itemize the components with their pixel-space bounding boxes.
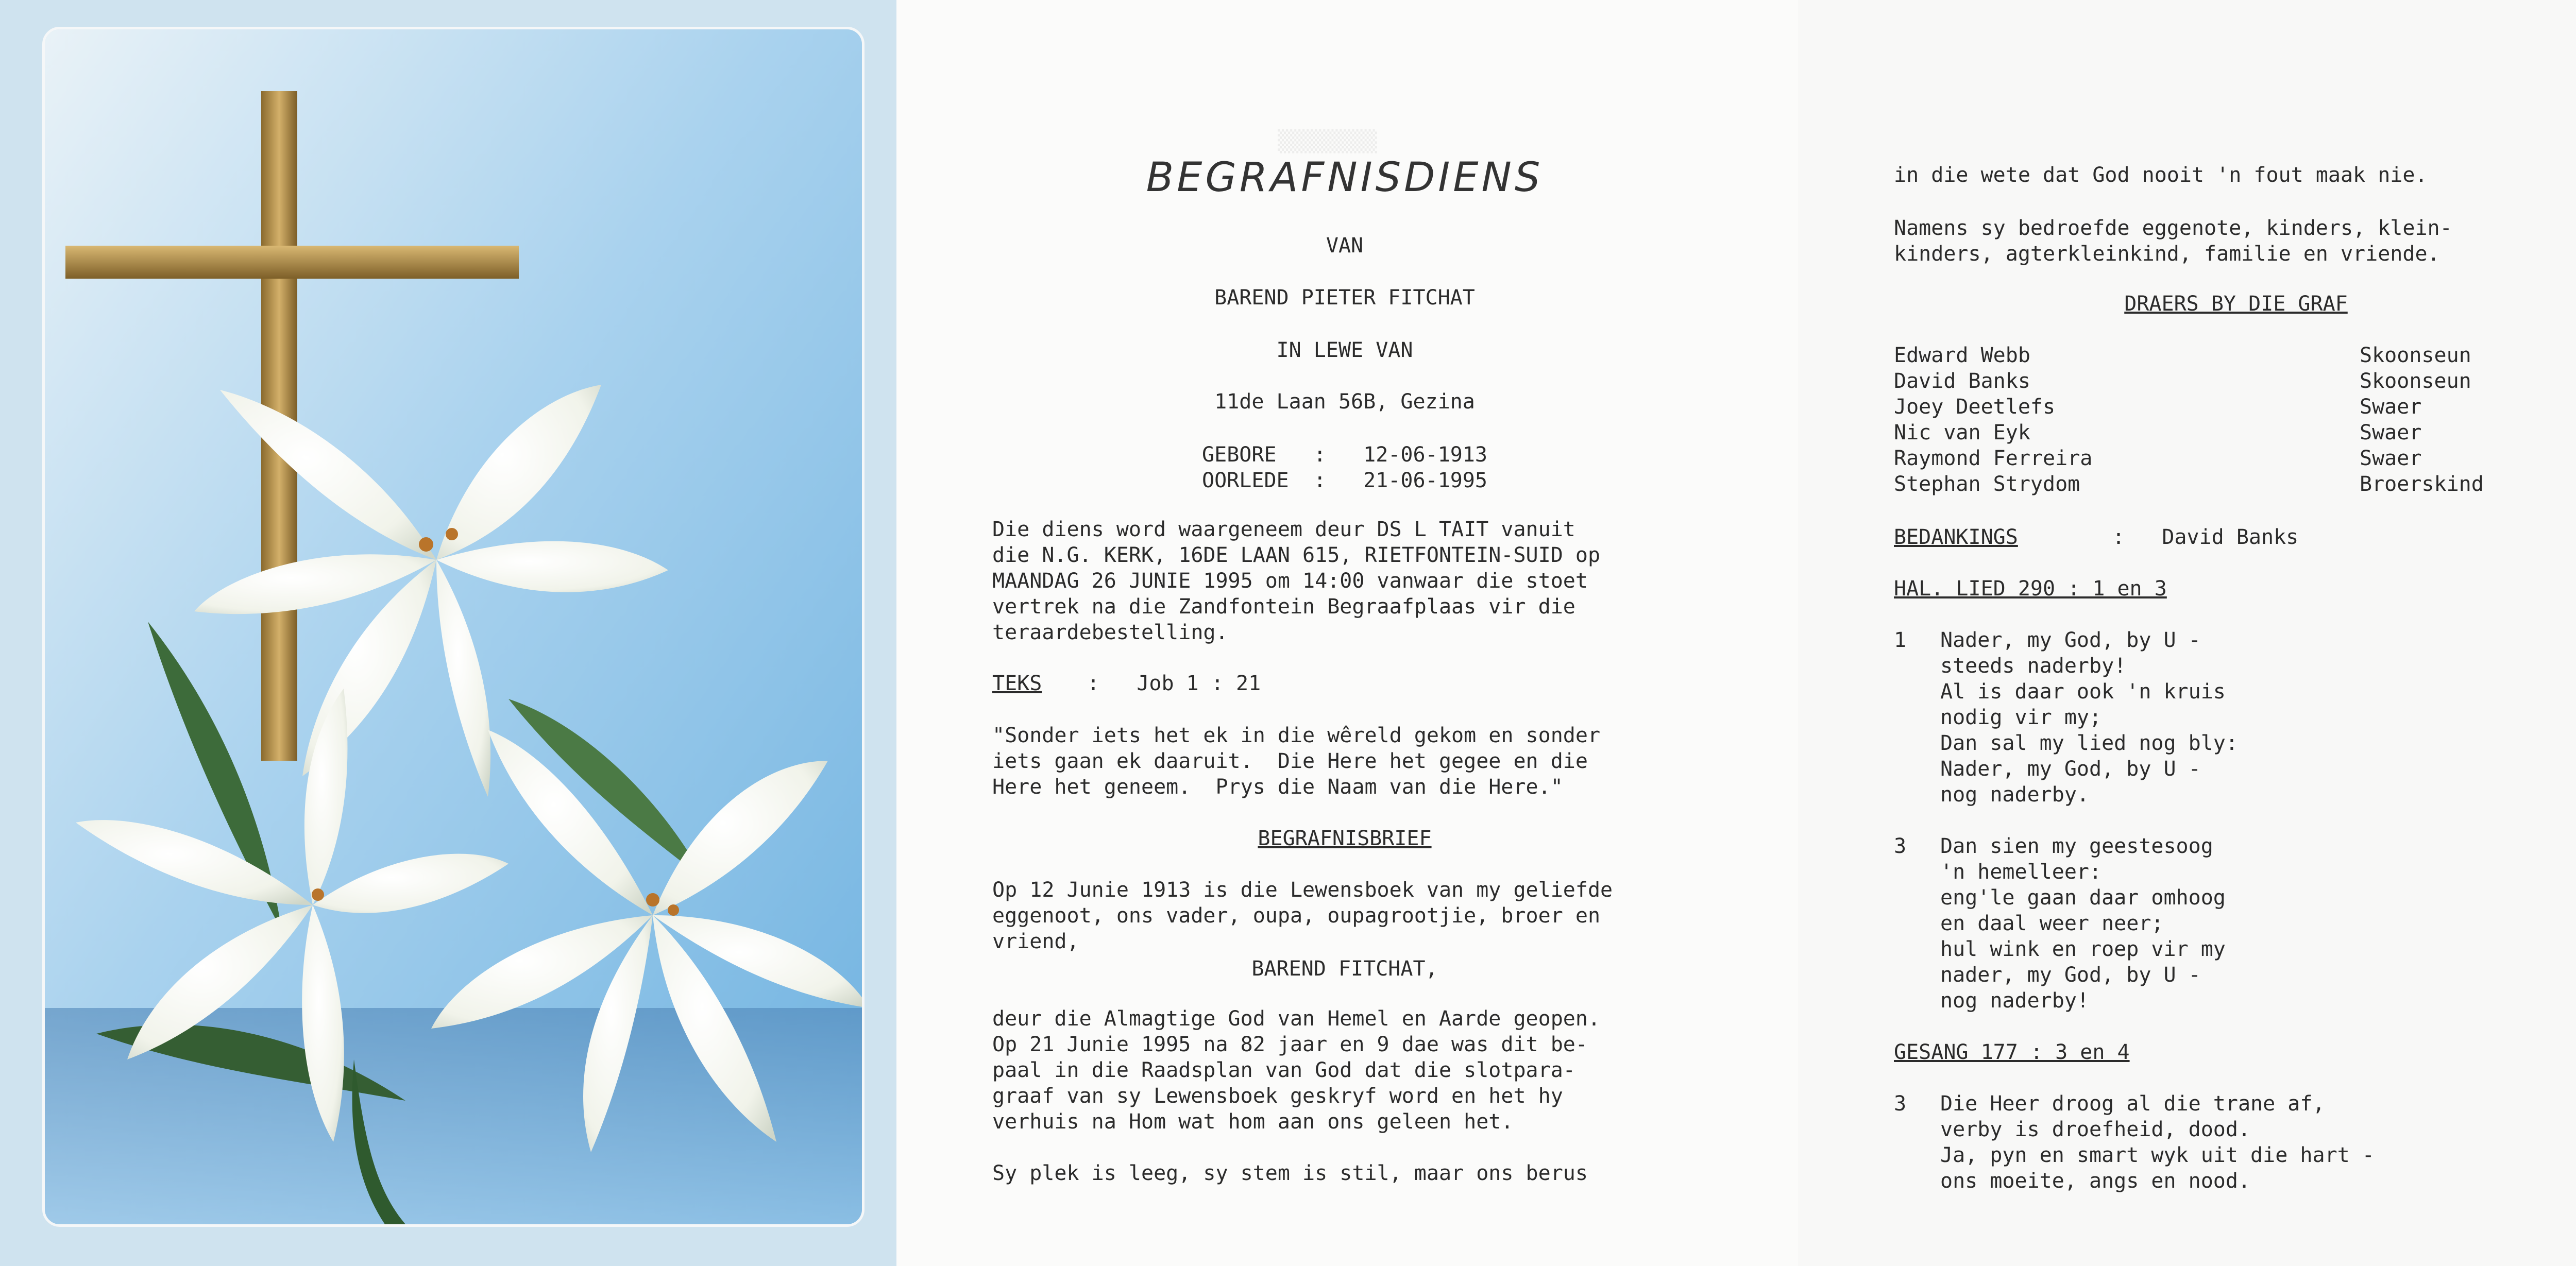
verse-line: hul wink en roep vir my — [1940, 937, 2226, 961]
verse-line: verby is droefheid, dood. — [1940, 1118, 2251, 1141]
deceased-name: BAREND PIETER FITCHAT — [1214, 286, 1475, 310]
verse-line: nog naderby. — [1940, 783, 2089, 807]
birth-date: GEBORE : 12-06-1913 — [1202, 443, 1487, 467]
bearer-name: Edward Webb — [1894, 344, 2030, 367]
draers-heading: DRAERS BY DIE GRAF — [2124, 292, 2348, 316]
brief-line: Op 12 Junie 1913 is die Lewensboek van my geliefde — [992, 878, 1613, 902]
bearer-name: David Banks — [1894, 369, 2030, 393]
verse-line: nodig vir my; — [1940, 706, 2102, 729]
teks-value: : Job 1 : 21 — [1087, 672, 1261, 695]
brief-line: vriend, — [992, 930, 1079, 953]
bearer-relation: Skoonseun — [2360, 369, 2471, 393]
death-date: OORLEDE : 21-06-1995 — [1202, 469, 1487, 492]
brief-line: Sy plek is leeg, sy stem is stil, maar ons berus — [992, 1161, 1588, 1185]
brief-heading: BEGRAFNISBRIEF — [1258, 827, 1432, 850]
hymn-heading: HAL. LIED 290 : 1 en 3 — [1894, 577, 2167, 601]
bearers-panel — [1798, 0, 2576, 1266]
verse-number: 1 — [1894, 628, 1907, 652]
bedankings-value: : David Banks — [2112, 525, 2299, 549]
bearer-relation: Skoonseun — [2360, 344, 2471, 367]
brief-line: Op 21 Junie 1995 na 82 jaar en 9 dae was dit be- — [992, 1033, 1588, 1056]
bearer-name: Raymond Ferreira — [1894, 447, 2093, 470]
service-line: vertrek na die Zandfontein Begraafplaas vir die — [992, 595, 1575, 619]
bearer-name: Joey Deetlefs — [1894, 395, 2056, 419]
namens-line: Namens sy bedroefde eggenote, kinders, klein- — [1894, 216, 2452, 240]
bedankings-label: BEDANKINGS — [1894, 525, 2018, 549]
namens-line: kinders, agterkleinkind, familie en vriende. — [1894, 242, 2440, 266]
verse-line: Al is daar ook 'n kruis — [1940, 680, 2226, 704]
address: 11de Laan 56B, Gezina — [1214, 390, 1475, 414]
bearer-relation: Swaer — [2360, 421, 2422, 444]
verse-line: Dan sien my geestesoog — [1940, 834, 2213, 858]
bearer-name: Nic van Eyk — [1894, 421, 2030, 444]
verse-line: eng'le gaan daar omhoog — [1940, 886, 2226, 910]
brief-name: BAREND FITCHAT, — [1251, 957, 1438, 981]
verse-line: en daal weer neer; — [1940, 912, 2164, 935]
brief-line: paal in die Raadsplan van God dat die slotpara- — [992, 1058, 1575, 1082]
verse-line: steeds naderby! — [1940, 654, 2127, 678]
verse-line: 'n hemelleer: — [1940, 860, 2102, 884]
bearer-name: Stephan Strydom — [1894, 472, 2080, 496]
van-label: VAN — [1326, 234, 1364, 258]
service-line: teraardebestelling. — [992, 621, 1228, 644]
verse-line: Die Heer droog al die trane af, — [1940, 1092, 2325, 1116]
verse-number: 3 — [1894, 834, 1907, 858]
verse-line: nader, my God, by U - — [1940, 963, 2201, 987]
brief-line: graaf van sy Lewensboek geskryf word en het hy — [992, 1084, 1563, 1108]
bearer-relation: Swaer — [2360, 447, 2422, 470]
quote-line: "Sonder iets het ek in die wêreld gekom en sonder — [992, 724, 1601, 747]
verse-line: Nader, my God, by U - — [1940, 628, 2201, 652]
page-title: BEGRAFNISDIENS — [1146, 155, 1544, 201]
verse-line: Nader, my God, by U - — [1940, 757, 2201, 781]
brief-line: eggenoot, ons vader, oupa, oupagrootjie, broer en — [992, 904, 1601, 928]
bearer-relation: Broerskind — [2360, 472, 2484, 496]
continued-line: in die wete dat God nooit 'n fout maak nie. — [1894, 163, 2428, 187]
service-line: die N.G. KERK, 16DE LAAN 615, RIETFONTEIN-SUID op — [992, 543, 1601, 567]
cover-photo — [42, 27, 865, 1227]
hymn-heading: GESANG 177 : 3 en 4 — [1894, 1040, 2130, 1064]
verse-line: nog naderby! — [1940, 989, 2089, 1013]
cross-and-lilies-image — [45, 29, 862, 1224]
quote-line: iets gaan ek daaruit. Die Here het gegee en die — [992, 749, 1588, 773]
verse-line: Dan sal my lied nog bly: — [1940, 731, 2238, 755]
in-lewe-van-label: IN LEWE VAN — [1276, 338, 1413, 362]
service-panel — [896, 0, 1798, 1266]
brief-line: deur die Almagtige God van Hemel en Aarde geopen. — [992, 1007, 1601, 1031]
bearer-relation: Swaer — [2360, 395, 2422, 419]
bleed-through-text: ▒▒▒▒▒▒▒▒ — [1278, 130, 1377, 153]
service-line: MAANDAG 26 JUNIE 1995 om 14:00 vanwaar die stoet — [992, 569, 1588, 593]
service-line: Die diens word waargeneem deur DS L TAIT vanuit — [992, 518, 1575, 541]
verse-line: Ja, pyn en smart wyk uit die hart - — [1940, 1143, 2375, 1167]
quote-line: Here het geneem. Prys die Naam van die Here." — [992, 775, 1563, 799]
teks-label: TEKS — [992, 672, 1042, 695]
brief-line: verhuis na Hom wat hom aan ons geleen het. — [992, 1110, 1514, 1134]
verse-number: 3 — [1894, 1092, 1907, 1116]
cover-panel — [0, 0, 896, 1266]
verse-line: ons moeite, angs en nood. — [1940, 1169, 2251, 1193]
